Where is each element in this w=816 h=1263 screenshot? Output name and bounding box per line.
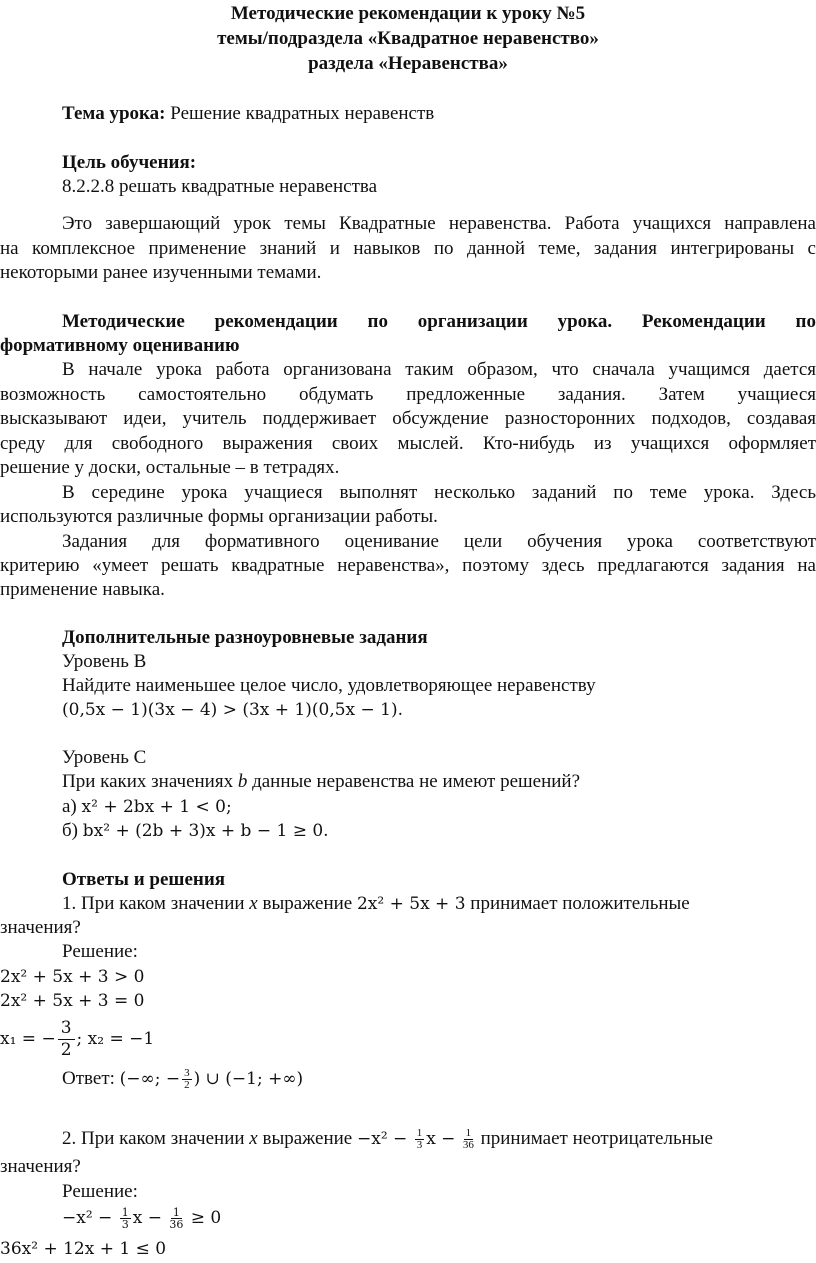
methods-line-2: возможность самостоятельно обдумать предложенные задания. Затем учащиеся xyxy=(0,384,816,405)
methods-line-4: среду для свободного выражения своих мыслей. Кто-нибудь из учащихся оформляет xyxy=(0,433,816,454)
q2-text: 2. При каком значении xyxy=(62,1128,250,1149)
q1-expression: 2x² + 5x + 3 xyxy=(356,894,466,914)
q2-inequality-text-3: ≥ 0 xyxy=(185,1208,222,1228)
goal-value: 8.2.2.8 решать квадратные неравенства xyxy=(62,176,378,197)
q2-inequality-text: −x² − xyxy=(62,1208,118,1228)
fraction-denominator: 2 xyxy=(184,1079,190,1092)
item-a-expression: x² + 2bx + 1 < 0; xyxy=(81,797,232,817)
q1-answer-text: (−∞; − xyxy=(119,1069,181,1089)
q1-answer xyxy=(62,1066,303,1092)
item-b xyxy=(62,819,329,843)
extra-heading: Дополнительные разноуровневые задания xyxy=(62,627,428,648)
q2-question-end: значения? xyxy=(0,1156,81,1177)
q2-ineq-fraction-1 xyxy=(120,1207,131,1230)
level-c-task-text-2: данные неравенства не имеют решений? xyxy=(247,771,581,792)
doc-title-line-1: Методические рекомендации к уроку №5 xyxy=(230,3,586,24)
methods-line-9: критерию «умеет решать квадратные неравенства», поэтому здесь предлагаются задания на xyxy=(0,555,816,576)
q2-ineq-fraction-2 xyxy=(169,1207,183,1230)
item-a xyxy=(62,795,232,819)
methods-line-7: используются различные формы организации работы. xyxy=(0,506,438,527)
level-c-label: Уровень C xyxy=(62,747,147,768)
q2-inequality-text-2: x − xyxy=(132,1208,168,1228)
methods-heading-line-1: Методические рекомендации по организации урока. Рекомендации по xyxy=(62,311,816,332)
q1-equation: 2x² + 5x + 3 = 0 xyxy=(0,991,145,1011)
answer-label: Ответ: xyxy=(62,1068,120,1089)
level-c-task-text: При каких значениях xyxy=(62,771,238,792)
q2-question xyxy=(62,1126,713,1152)
topic-value: Решение квадратных неравенств xyxy=(165,103,435,124)
intro-line-3: некоторыми ранее изученными темами. xyxy=(0,262,322,283)
q1-roots xyxy=(0,1012,154,1066)
fraction-numerator: 1 xyxy=(172,1206,180,1219)
level-c-variable: b xyxy=(237,771,248,792)
level-c-task xyxy=(62,770,580,794)
q1-inequality: 2x² + 5x + 3 > 0 xyxy=(0,967,145,987)
q1-variable: x xyxy=(249,893,258,914)
methods-heading-line-2: формативному оцениванию xyxy=(0,335,240,356)
q2-text-3: принимает неотрицательные xyxy=(475,1128,713,1149)
methods-line-3: высказывают идеи, учитель поддерживает обсуждение разносторонних подходов, создавая xyxy=(0,408,816,429)
q2-inequality xyxy=(62,1204,221,1232)
q1-roots-text: x₁ = − xyxy=(0,1029,56,1049)
q1-question xyxy=(62,892,690,916)
topic-label: Тема урока: xyxy=(62,103,166,124)
q1-question-end: значения? xyxy=(0,917,81,938)
methods-line-6: В середине урока учащиеся выполнят несколько заданий по теме урока. Здесь xyxy=(62,482,816,503)
methods-line-8: Задания для формативного оценивание цели обучения урока соответствуют xyxy=(62,531,816,552)
q1-roots-text-2: ; x₂ = −1 xyxy=(76,1029,155,1049)
q2-expression-2: x − xyxy=(426,1129,461,1149)
fraction-denominator: 3 xyxy=(121,1218,129,1231)
fraction-numerator: 3 xyxy=(58,1020,75,1040)
q2-variable: x xyxy=(249,1128,258,1149)
fraction-denominator: 36 xyxy=(462,1139,474,1152)
item-b-label: б) xyxy=(62,820,83,841)
q1-solution-label: Решение: xyxy=(62,941,138,962)
fraction-denominator: 3 xyxy=(416,1139,423,1152)
q2-quadratic: 36x² + 12x + 1 ≤ 0 xyxy=(0,1239,167,1259)
intro-line-2: на комплексное применение знаний и навыков по данной теме, задания интегрированы с xyxy=(0,238,816,259)
item-b-expression: bx² + (2b + 3)x + b − 1 ≥ 0. xyxy=(82,821,329,841)
q2-expression: −x² − xyxy=(356,1129,413,1149)
fraction-numerator: 1 xyxy=(465,1127,472,1140)
q2-solution-label: Решение: xyxy=(62,1181,138,1202)
fraction-numerator: 1 xyxy=(121,1206,129,1219)
q2-text-2: выражение xyxy=(257,1128,357,1149)
answers-heading: Ответы и решения xyxy=(62,869,226,890)
fraction-denominator: 36 xyxy=(169,1218,184,1231)
methods-line-5: решение у доски, остальные – в тетрадях. xyxy=(0,457,340,478)
doc-title-line-2: темы/подраздела «Квадратное неравенство» xyxy=(217,28,599,49)
item-a-label: а) xyxy=(62,796,82,817)
goal-label: Цель обучения: xyxy=(62,152,197,173)
methods-line-10: применение навыка. xyxy=(0,579,165,600)
level-b-task: Найдите наименьшее целое число, удовлетворяющее неравенству xyxy=(62,675,596,696)
q1-text-2: выражение xyxy=(257,893,357,914)
fraction-denominator: 2 xyxy=(60,1040,72,1060)
methods-line-1: В начале урока работа организована таким образом, что сначала учащимся дается xyxy=(62,359,816,380)
doc-title-line-3: раздела «Неравенства» xyxy=(308,53,508,74)
intro-line-1: Это завершающий урок темы Квадратные неравенства. Работа учащихся направлена xyxy=(62,213,816,234)
q1-text: 1. При каком значении xyxy=(62,893,250,914)
q2-fraction-2 xyxy=(463,1128,474,1151)
q1-answer-fraction xyxy=(182,1068,192,1091)
level-b-expression: (0,5x − 1)(3x − 4) > (3x + 1)(0,5x − 1). xyxy=(62,700,404,720)
fraction-numerator: 3 xyxy=(184,1067,190,1080)
q1-answer-text-2: ) ∪ (−1; +∞) xyxy=(193,1069,304,1089)
fraction-numerator: 1 xyxy=(416,1127,423,1140)
q1-text-3: принимает положительные xyxy=(465,893,690,914)
q1-root-fraction xyxy=(58,1020,75,1059)
topic-line xyxy=(62,102,434,126)
level-b-label: Уровень B xyxy=(62,651,147,672)
q2-fraction-1 xyxy=(415,1128,425,1151)
